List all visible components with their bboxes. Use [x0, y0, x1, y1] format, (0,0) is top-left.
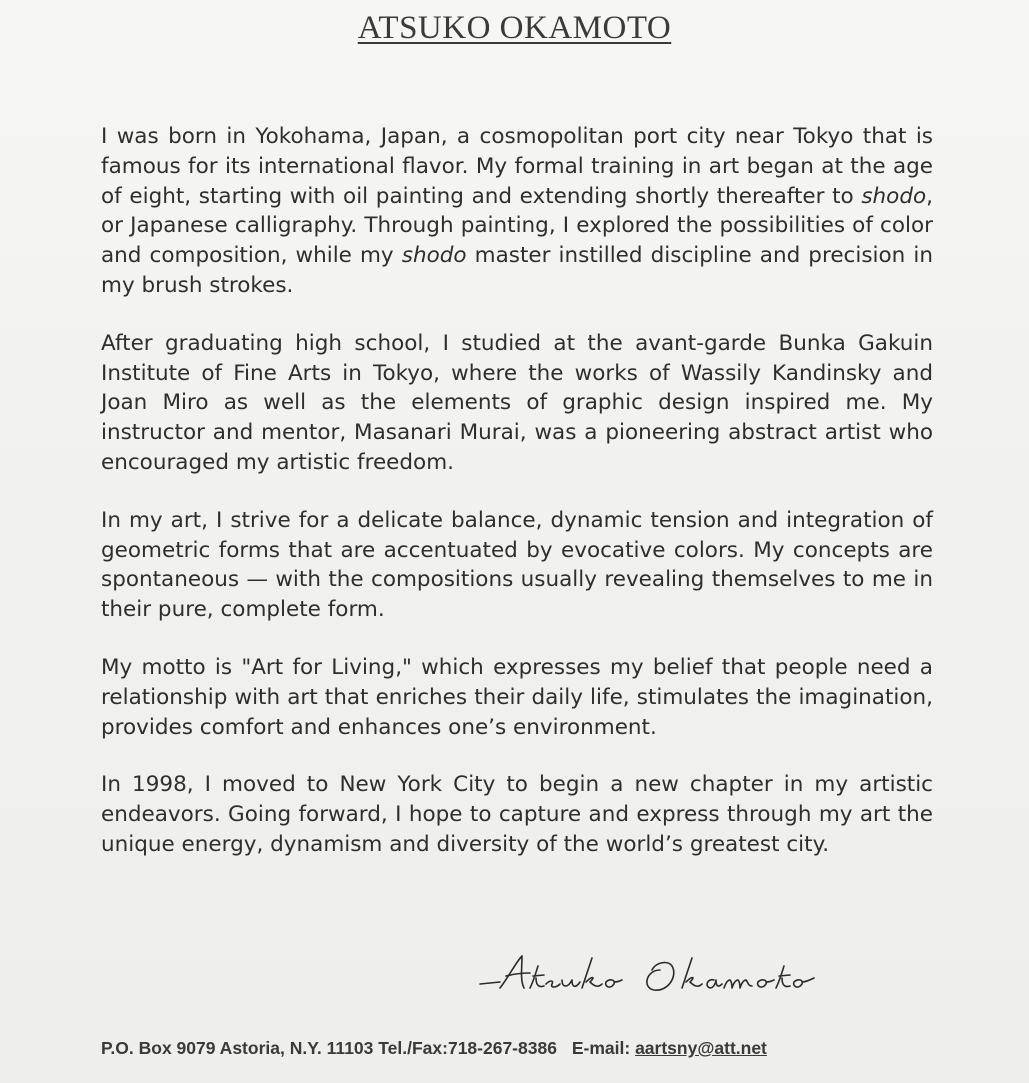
paragraph-1	[101, 122, 933, 301]
email-label: E-mail:	[571, 1038, 631, 1058]
paragraph-4: My motto is "Art for Living," which expresses my belief that people need a relationship with art that enriches their daily life, stimulates the imagination, provides comfort and enhances one’s environment.	[101, 654, 933, 740]
phone-fax: Tel./Fax:718-267-8386	[378, 1038, 557, 1058]
paragraph-2: After graduating high school, I studied at the avant-garde Bunka Gakuin Institute of Fine Arts in Tokyo, where the works of Wassily Kandinsky and Joan Miro as well as the elements of graphic design inspired me. My instructor and mentor, Masanari Murai, was a pioneering abstract artist who encouraged my artistic freedom.	[101, 330, 933, 475]
p1-text-2: , or Japanese calligraphy. Through painting, I explored the possibilities of color and composition, while my	[101, 183, 933, 269]
handwritten-signature	[478, 948, 838, 1008]
paragraph-3: In my art, I strive for a delicate balance, dynamic tension and integration of geometric forms that are accentuated by evocative colors. My concepts are spontaneous — with the compositions usually revealing themselves to me in their pure, complete form.	[101, 507, 933, 623]
paragraph-5: In 1998, I moved to New York City to begin a new chapter in my artistic endeavors. Going forward, I hope to capture and express through my art the unique energy, dynamism and diversity of the world’s greatest city.	[101, 772, 933, 857]
email-link[interactable]: aartsny@att.net	[635, 1038, 767, 1058]
p1-italic-1: shodo	[861, 183, 927, 209]
page-title	[0, 10, 1029, 47]
p1-text-1: I was born in Yokohama, Japan, a cosmopolitan port city near Tokyo that is famous for its international flavor. My formal training in art began at the age of eight, starting with oil painting and extending shortly thereafter to	[101, 124, 933, 209]
p1-italic-2: shodo	[401, 243, 467, 269]
contact-footer	[101, 1038, 941, 1059]
title-text: ATSUKO OKAMOTO	[357, 10, 672, 46]
artist-statement	[101, 122, 933, 888]
postal-address: P.O. Box 9079 Astoria, N.Y. 11103	[101, 1038, 374, 1058]
p1-text-3: master instilled discipline and precision in my brush strokes.	[101, 243, 933, 298]
